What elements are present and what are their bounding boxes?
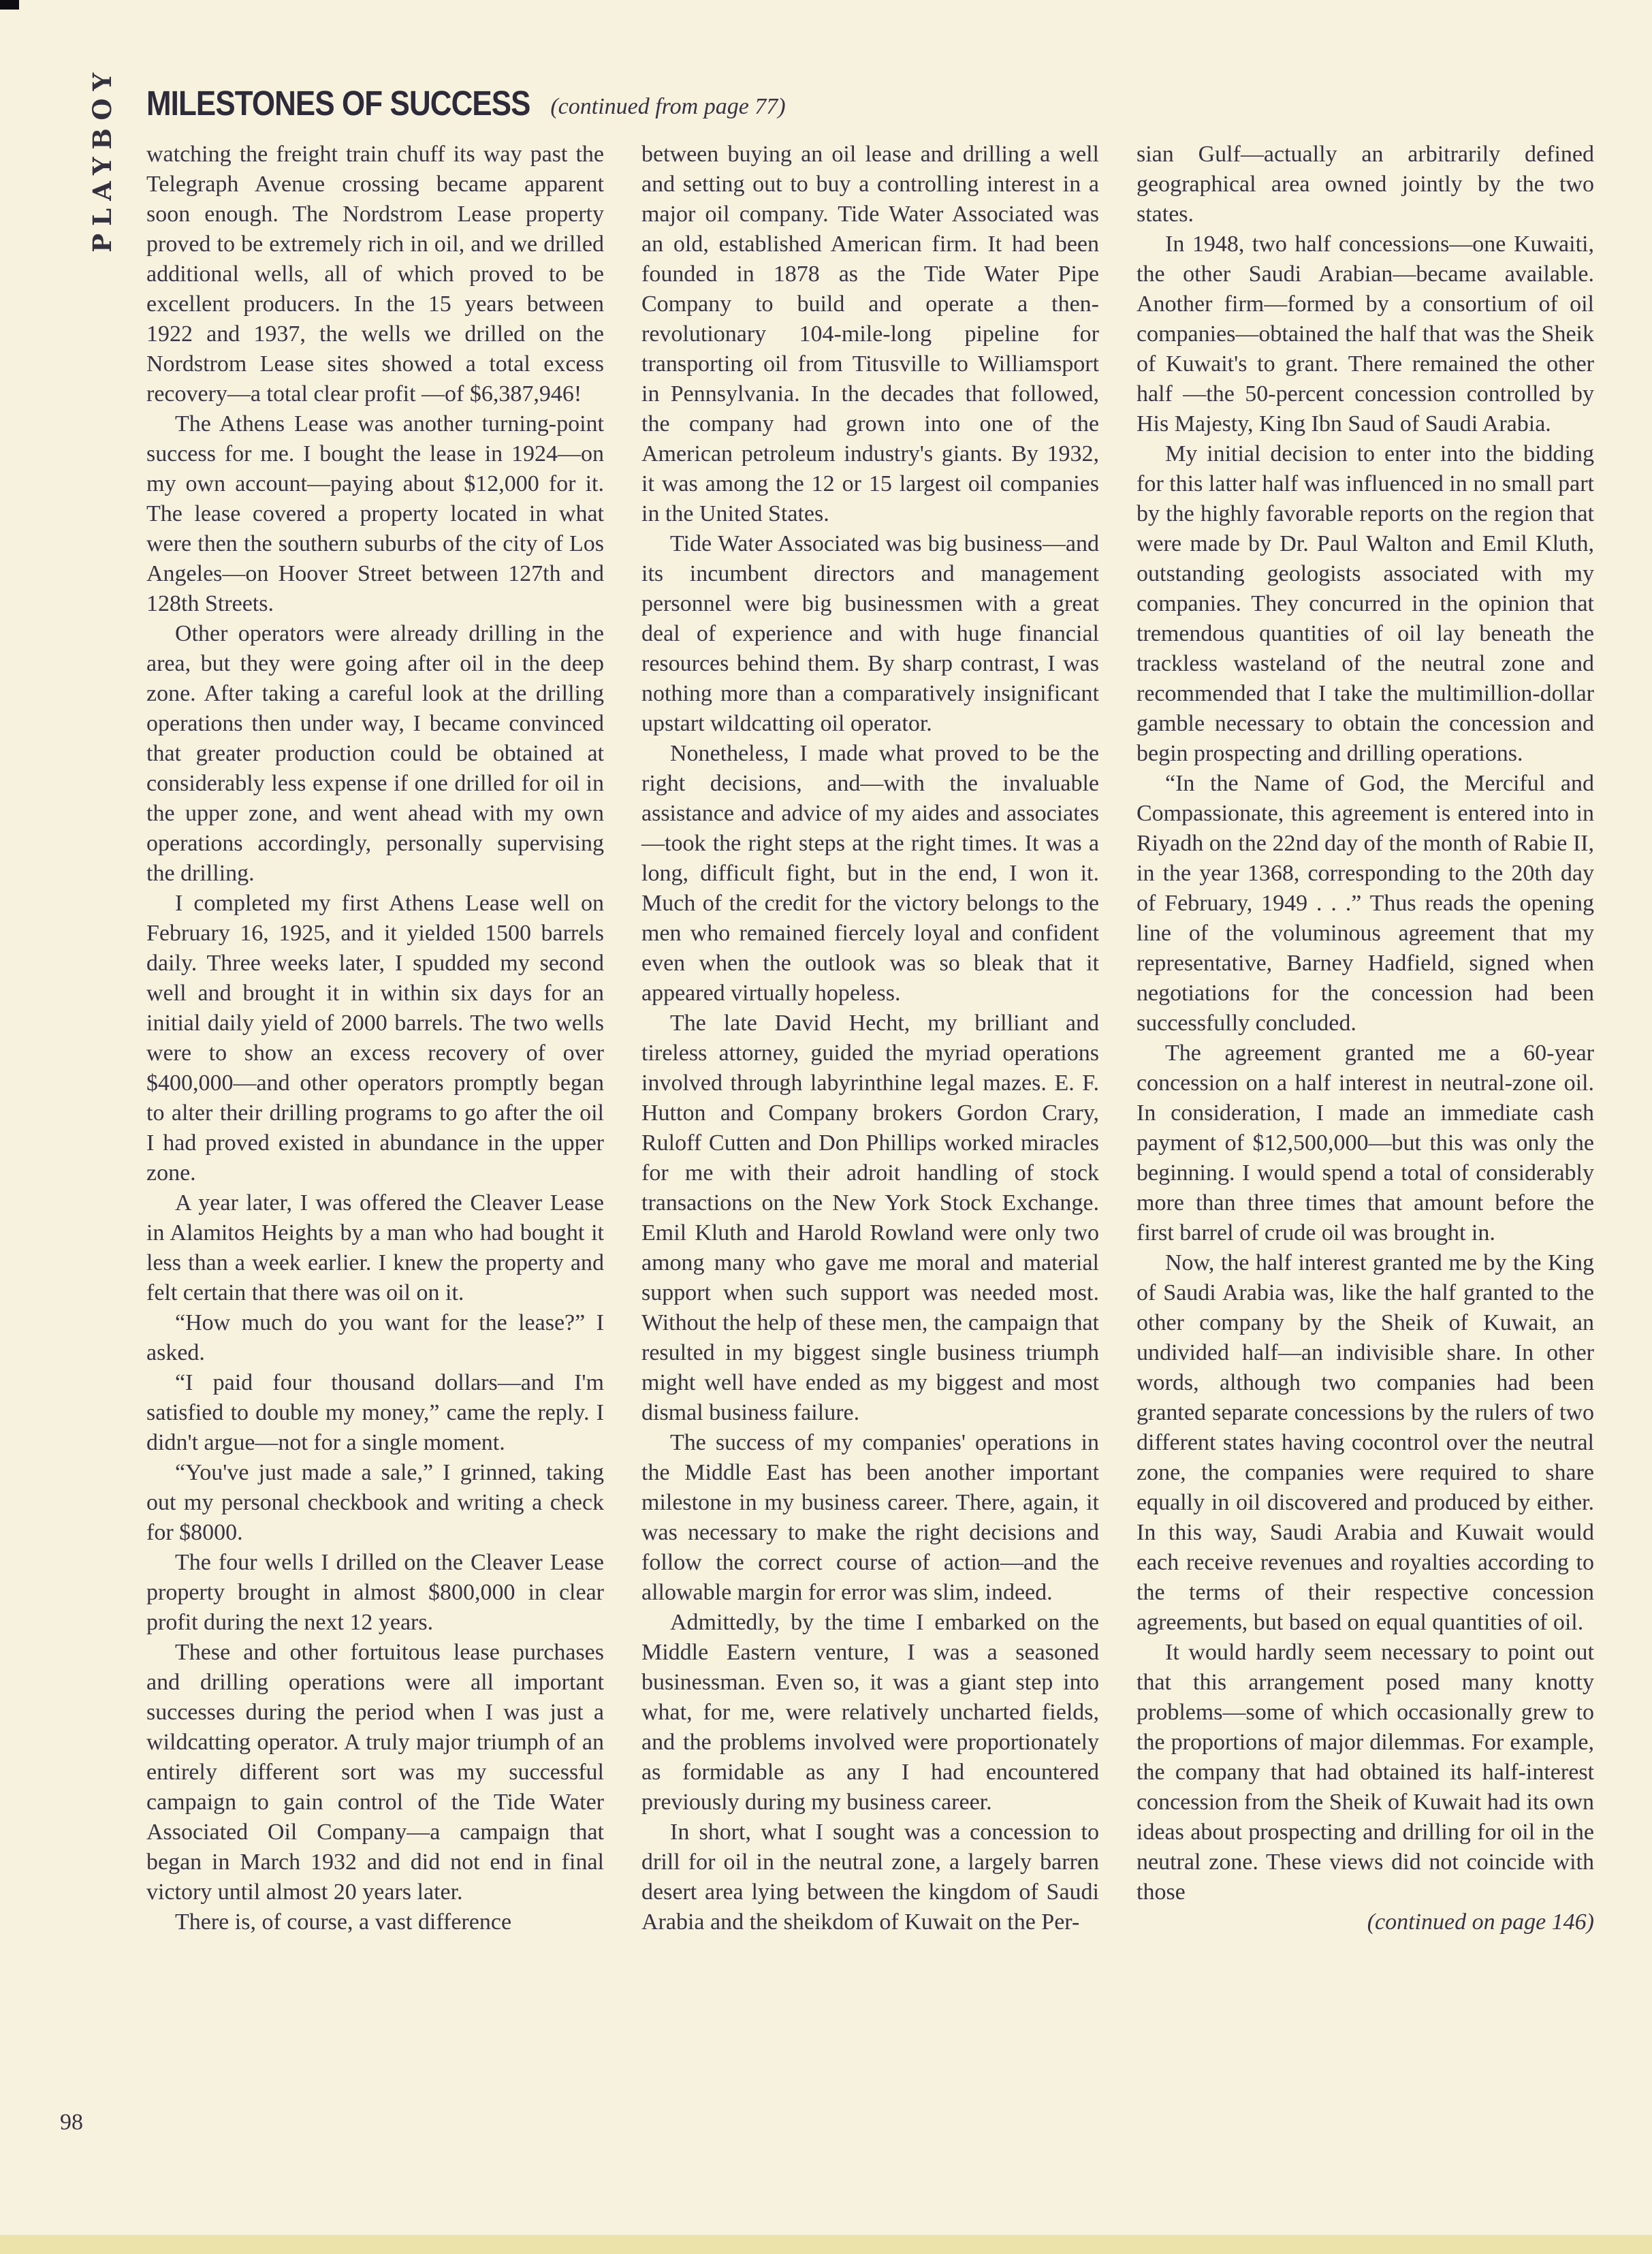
paragraph: Nonetheless, I made what proved to be the right decisions, and—with the invaluable assistance and advice of my aides and associates—took the right steps at the right times. It was a long, difficult fight, but in the end, I won it. Much of the credit for the victory belongs to the men who remained fiercely loyal and confident even when the outlook was so bleak that it appeared virtually hopeless.	[641, 741, 1099, 1006]
page-number: 98	[60, 2110, 83, 2135]
paragraph: “You've just made a sale,” I grinned, taking out my personal checkbook and writing a check for $8000.	[146, 1460, 604, 1545]
paragraph: between buying an oil lease and drilling a well and setting out to buy a controlling interest in a major oil company. Tide Water Associated was an old, established American firm. It had been founded in 1878 as the Tide Water Pipe Company to build and operate a then-revolutionary 104-mile-long pipeline for transporting oil from Titusville to Williamsport in Pennsylvania. In the decades that followed, the company had grown into one of the American petroleum industry's giants. By 1932, it was among the 12 or 15 largest oil companies in the United States.	[641, 142, 1099, 526]
article-column	[641, 140, 1099, 1937]
paragraph: The success of my companies' operations in the Middle East has been another important milestone in my business career. There, again, it was necessary to make the right decisions and follow the correct course of action—and the allowable margin for error was slim, indeed.	[641, 1430, 1099, 1605]
paragraph: The four wells I drilled on the Cleaver Lease property brought in almost $800,000 in clear profit during the next 12 years.	[146, 1550, 604, 1635]
article-column	[1137, 140, 1594, 1937]
page-bottom-band	[0, 2235, 1652, 2254]
paragraph: It would hardly seem necessary to point out that this arrangement posed many knotty problems—some of which occasionally grew to the proportions of major dilemmas. For example, the company that had obtained its half-interest concession from the Sheik of Kuwait had its own ideas about prospecting and drilling for oil in the neutral zone. These views did not coincide with those	[1137, 1640, 1594, 1905]
paragraph: The late David Hecht, my brilliant and tireless attorney, guided the myriad operations involved through labyrinthine legal mazes. E. F. Hutton and Company brokers Gordon Crary, Ruloff Cutten and Don Phillips worked miracles for me with their adroit handling of stock transactions on the New York Stock Exchange. Emil Kluth and Harold Rowland were only two among many who gave me moral and material support when such support was needed most. Without the help of these men, the campaign that resulted in my biggest single business triumph might well have ended as my biggest and most dismal business failure.	[641, 1011, 1099, 1425]
article-columns	[146, 140, 1594, 1937]
paragraph: Other operators were already drilling in the area, but they were going after oil in the deep zone. After taking a careful look at the drilling operations then under way, I became convinced that greater production could be obtained at considerably less expense if one drilled for oil in the upper zone, and went ahead with my own operations accordingly, personally supervising the drilling.	[146, 621, 604, 886]
paragraph: sian Gulf—actually an arbitrarily defined geographical area owned jointly by the two states.	[1137, 142, 1594, 227]
article-header	[146, 86, 786, 121]
paragraph: These and other fortuitous lease purchases and drilling operations were all important successes during the period when I was just a wildcatting operator. A truly major triumph of an entirely different sort was my successful campaign to gain control of the Tide Water Associated Oil Company—a campaign that began in March 1932 and did not end in final victory until almost 20 years later.	[146, 1640, 604, 1905]
paragraph: In short, what I sought was a concession to drill for oil in the neutral zone, a largely barren desert area lying between the kingdom of Saudi Arabia and the sheikdom of Kuwait on the Per-	[641, 1820, 1099, 1935]
paragraph: watching the freight train chuff its way past the Telegraph Avenue crossing became apparent soon enough. The Nordstrom Lease property proved to be extremely rich in oil, and we drilled additional wells, all of which proved to be excellent producers. In the 15 years between 1922 and 1937, the wells we drilled on the Nordstrom Lease sites showed a total excess recovery—a total clear profit —of $6,387,946!	[146, 142, 604, 407]
print-artifact-mark	[0, 0, 19, 10]
article-title: MILESTONES OF SUCCESS	[146, 84, 530, 123]
paragraph: I completed my first Athens Lease well on February 16, 1925, and it yielded 1500 barrels daily. Three weeks later, I spudded my second well and brought it in within six days for an initial daily yield of 2000 barrels. The two wells were to show an excess recovery of over $400,000—and other operators promptly began to alter their drilling programs to go after the oil I had proved existed in abundance in the upper zone.	[146, 891, 604, 1186]
article-column	[146, 140, 604, 1937]
continued-from-note: (continued from page 77)	[550, 94, 786, 119]
paragraph: “How much do you want for the lease?” I asked.	[146, 1310, 604, 1365]
paragraph: Tide Water Associated was big business—and its incumbent directors and management personnel were big businessmen with a great deal of experience and with huge financial resources behind them. By sharp contrast, I was nothing more than a comparatively insignificant upstart wildcatting oil operator.	[641, 531, 1099, 736]
paragraph: The agreement granted me a 60-year concession on a half interest in neutral-zone oil. In consideration, I made an immediate cash payment of $12,500,000—but this was only the beginning. I would spend a total of considerably more than three times that amount before the first barrel of crude oil was brought in.	[1137, 1041, 1594, 1245]
paragraph: In 1948, two half concessions—one Kuwaiti, the other Saudi Arabian—became available. Another firm—formed by a consortium of oil companies—obtained the half that was the Sheik of Kuwait's to grant. There remained the other half —the 50-percent concession controlled by His Majesty, King Ibn Saud of Saudi Arabia.	[1137, 232, 1594, 436]
magazine-spine-label: PLAYBOY	[87, 65, 117, 253]
paragraph: “In the Name of God, the Merciful and Compassionate, this agreement is entered into in Riyadh on the 22nd day of the month of Rabie II, in the year 1368, corresponding to the 20th day of February, 1949 . . .” Thus reads the opening line of the voluminous agreement that my representative, Barney Hadfield, signed when negotiations for the concession had been successfully concluded.	[1137, 771, 1594, 1036]
paragraph: Admittedly, by the time I embarked on the Middle Eastern venture, I was a seasoned businessman. Even so, it was a giant step into what, for me, were relatively uncharted fields, and the problems involved were proportionately as formidable as any I had encountered previously during my business career.	[641, 1610, 1099, 1815]
continued-on-note: (continued on page 146)	[1367, 1909, 1594, 1935]
paragraph: Now, the half interest granted me by the King of Saudi Arabia was, like the half granted to the other company by the Sheik of Kuwait, an undivided half—an indivisible share. In other words, although two companies had been granted separate concessions by the rulers of two different states having cocontrol over the neutral zone, the companies were required to share equally in oil discovered and produced by either. In this way, Saudi Arabia and Kuwait would each receive revenues and royalties according to the terms of their respective concession agreements, but based on equal quantities of oil.	[1137, 1250, 1594, 1635]
paragraph: A year later, I was offered the Cleaver Lease in Alamitos Heights by a man who had bought it less than a week earlier. I knew the property and felt certain that there was oil on it.	[146, 1190, 604, 1305]
paragraph: My initial decision to enter into the bidding for this latter half was influenced in no small part by the highly favorable reports on the region that were made by Dr. Paul Walton and Emil Kluth, outstanding geologists associated with my companies. They concurred in the opinion that tremendous quantities of oil lay beneath the trackless wasteland of the neutral zone and recommended that I take the multimillion-dollar gamble necessary to obtain the concession and begin prospecting and drilling operations.	[1137, 441, 1594, 766]
paragraph: “I paid four thousand dollars—and I'm satisfied to double my money,” came the reply. I didn't argue—not for a single moment.	[146, 1370, 604, 1455]
paragraph: There is, of course, a vast difference	[175, 1909, 512, 1935]
paragraph: The Athens Lease was another turning-point success for me. I bought the lease in 1924—on my own account—paying about $12,000 for it. The lease covered a property located in what were then the southern suburbs of the city of Los Angeles—on Hoover Street between 127th and 128th Streets.	[146, 411, 604, 616]
